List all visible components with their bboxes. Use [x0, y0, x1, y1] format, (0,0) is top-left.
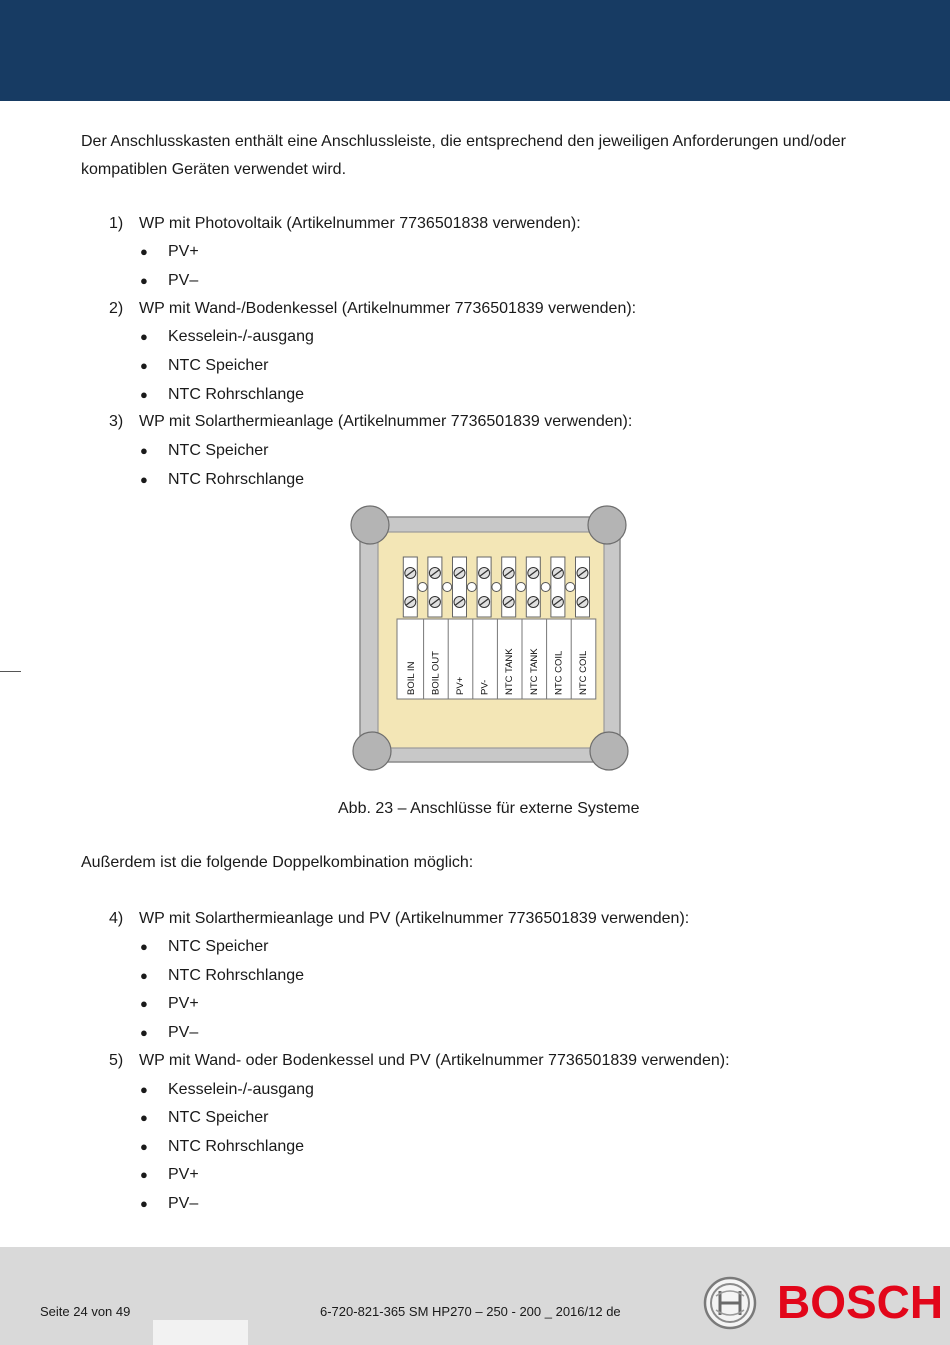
intro-line-1: Der Anschlusskasten enthält eine Anschlussleiste, die entsprechend den jeweiligen Anforderungen und/oder [81, 133, 846, 150]
bullet-icon: ● [140, 996, 148, 1011]
terminal-label: NTC TANK [504, 648, 516, 695]
bullet-icon: ● [140, 358, 148, 373]
bullet-text: NTC Rohrschlange [168, 471, 305, 488]
list-item-3 [109, 408, 632, 436]
terminal-hole-icon [492, 583, 501, 592]
item-number: 3) [109, 413, 124, 430]
bullet-icon: ● [140, 939, 148, 954]
bullet-item [140, 1190, 198, 1218]
bullet-item [140, 381, 304, 409]
bullet-text: NTC Speicher [168, 1109, 269, 1126]
bullet-item [140, 990, 199, 1018]
bullet-item [140, 352, 268, 380]
list-item-4 [109, 905, 689, 933]
item-title: WP mit Solarthermieanlage und PV (Artikelnummer 7736501839 verwenden): [139, 910, 690, 927]
bullet-item [140, 1076, 314, 1104]
item-title: WP mit Solarthermieanlage (Artikelnummer 7736501839 verwenden): [139, 413, 633, 430]
bullet-item [140, 962, 304, 990]
bullet-icon: ● [140, 968, 148, 983]
bullet-text: NTC Rohrschlange [168, 386, 305, 403]
mounting-corner-icon [353, 732, 391, 770]
bullet-icon: ● [140, 273, 148, 288]
bullet-text: Kesselein-/-ausgang [168, 1081, 314, 1098]
terminal-hole-icon [418, 583, 427, 592]
bullet-icon: ● [140, 472, 148, 487]
terminal-hole-icon [566, 583, 575, 592]
bullet-item [140, 1019, 198, 1047]
intro-paragraph [81, 128, 881, 184]
header-band [0, 0, 950, 101]
bosch-armature-icon [703, 1276, 757, 1330]
bullet-text: Kesselein-/-ausgang [168, 328, 314, 345]
terminal-label: PV+ [455, 676, 466, 695]
item-number: 1) [109, 215, 124, 232]
terminal-hole-icon [541, 583, 550, 592]
terminal-label: BOIL OUT [430, 651, 442, 695]
figure-caption: Abb. 23 – Anschlüsse für externe Systeme [338, 800, 640, 817]
bosch-logo-text: BOSCH [777, 1276, 944, 1328]
intro-line-2: kompatiblen Geräten verwendet wird. [81, 161, 347, 178]
bullet-icon: ● [140, 443, 148, 458]
bullet-icon: ● [140, 387, 148, 402]
bullet-text: NTC Speicher [168, 442, 269, 459]
bullet-icon: ● [140, 1082, 148, 1097]
bullet-text: PV– [168, 1195, 199, 1212]
label-strip [397, 619, 596, 699]
terminal-hole-icon [443, 583, 452, 592]
footer-strip [153, 1320, 248, 1345]
document-id: 6-720-821-365 SM HP270 – 250 - 200 _ 2016/12 de [320, 1304, 621, 1319]
terminal-block-diagram [350, 505, 630, 775]
page-footer [0, 1247, 950, 1345]
item-number: 2) [109, 300, 124, 317]
item-title: WP mit Wand- oder Bodenkessel und PV (Artikelnummer 7736501839 verwenden): [139, 1052, 730, 1069]
terminal-label: BOIL IN [405, 661, 417, 695]
item-title: WP mit Photovoltaik (Artikelnummer 7736501838 verwenden): [139, 215, 581, 232]
margin-mark [0, 671, 21, 672]
bullet-icon: ● [140, 244, 148, 259]
bullet-icon: ● [140, 1167, 148, 1182]
mounting-corner-icon [588, 506, 626, 544]
bullet-text: NTC Rohrschlange [168, 967, 305, 984]
mounting-corner-icon [351, 506, 389, 544]
item-number: 4) [109, 910, 124, 927]
bullet-icon: ● [140, 1110, 148, 1125]
page-number: Seite 24 von 49 [40, 1304, 131, 1319]
list-item-5 [109, 1047, 730, 1075]
terminal-label: NTC COIL [578, 650, 589, 695]
bullet-text: NTC Speicher [168, 938, 269, 955]
bullet-icon: ● [140, 1139, 148, 1154]
bullet-icon: ● [140, 1025, 148, 1040]
mounting-corner-icon [590, 732, 628, 770]
terminal-hole-icon [517, 583, 526, 592]
bullet-item [140, 323, 314, 351]
bullet-text: PV+ [168, 1166, 199, 1183]
bullet-item [140, 933, 268, 961]
bullet-item [140, 267, 198, 295]
bullet-item [140, 1104, 268, 1132]
terminal-label: NTC TANK [528, 648, 540, 695]
bullet-item [140, 1161, 199, 1189]
terminal-label: NTC COIL [553, 650, 565, 695]
bullet-text: NTC Speicher [168, 357, 269, 374]
bullet-text: PV+ [168, 995, 199, 1012]
bullet-icon: ● [140, 329, 148, 344]
bullet-item [140, 238, 199, 266]
bullet-item [140, 1133, 304, 1161]
bullet-text: PV+ [168, 243, 199, 260]
list-item-2 [109, 295, 636, 323]
bullet-text: NTC Rohrschlange [168, 1138, 305, 1155]
bullet-icon: ● [140, 1196, 148, 1211]
list-item-1 [109, 210, 581, 238]
bullet-text: PV– [168, 272, 199, 289]
terminal-label: PV- [479, 679, 491, 695]
bullet-item [140, 437, 268, 465]
terminal-hole-icon [467, 583, 476, 592]
bullet-text: PV– [168, 1024, 199, 1041]
item-title: WP mit Wand-/Bodenkessel (Artikelnummer 7736501839 verwenden): [139, 300, 637, 317]
paragraph-double-combination: Außerdem ist die folgende Doppelkombination möglich: [81, 854, 474, 871]
item-number: 5) [109, 1052, 124, 1069]
bullet-item [140, 466, 304, 494]
